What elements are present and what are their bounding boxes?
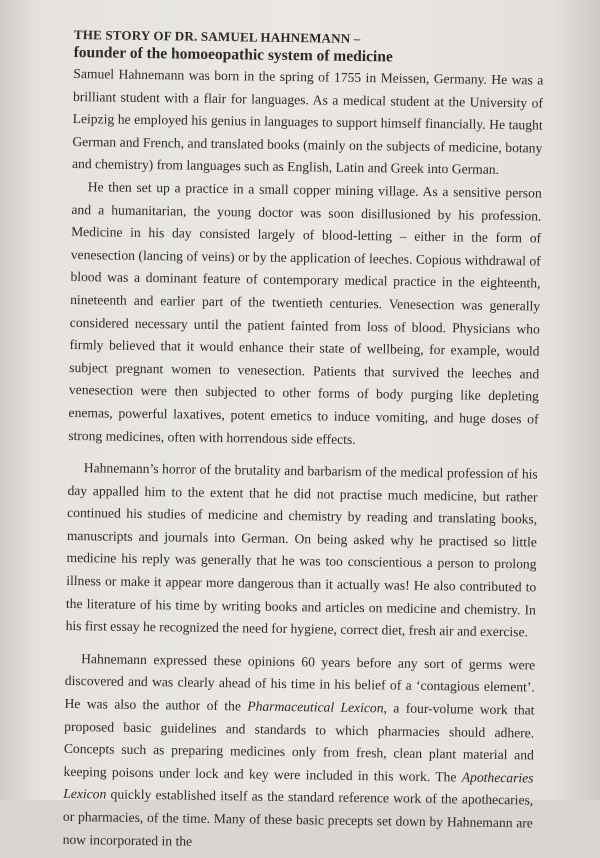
paragraph-2: He then set up a practice in a small copper mining village. As a sensitive person and a humanitarian, the young doctor was soon disillusioned by his profession. Medicine in his day consisted largely of blood-letting – either in the form of venesection (lancing of veins) or by the application of leeches. Copious withdrawal of blood was a dominant feature of contemporary medical practice in the eighteenth, nineteenth and earlier part of the twentieth centuries. Venesection was generally considered necessary until the patient fainted from loss of blood. Physicians who firmly believed that it would enhance their state of wellbeing, for example, would subject pregnant women to venesection. Patients that survived the leeches and venesection were then subjected to other forms of body purging like depleting enemas, powerful laxatives, potent emetics to induce vomiting, and huge doses of strong medicines, often with horrendous side effects. [68, 179, 542, 447]
paragraph-3: Hahnemann’s horror of the brutality and barbarism of the medical profession of his day appalled him to the extent that he did not practise much medicine, but rather continued his studies of medicine and chemistry by reading and translating books, manuscripts and journals into German. On being asked why he practised so little medicine his reply was generally that he was too conscientious a person to prolong illness or make it appear more dangerous than it actually was! He also contributed to the literature of his time by writing books and articles on medicine and chemistry. In his first essay he recognized the need for hygiene, correct diet, fresh air and exercise. [65, 460, 538, 640]
pharmaceutical-lexicon-title: Pharmaceutical Lexicon [247, 698, 384, 716]
paragraph-4-part-1: Hahnemann expressed these opinions 60 years before any sort of germs were discovered and was clearly ahead of his time in his belief of a ‘contagious element’. He was also the author of the [64, 651, 536, 714]
article-subtitle: founder of the homoeopathic system of medicine [73, 43, 393, 66]
paragraph-4-part-3: quickly established itself as the standard reference work of the apothecaries, or pharmacies, of the time. Many of these basic precepts set down by Hahnemann are now incorporated in the [62, 786, 534, 849]
paragraph-1: Samuel Hahnemann was born in the spring of 1755 in Meissen, Germany. He was a brilliant student with a flair for languages. As a medical student at the University of Leipzig he employed his genius in languages to support himself financially. He taught German and French, and translated books (mainly on the subjects of medicine, botany and chemistry) from languages such as English, Latin and Greek into German. [71, 65, 544, 178]
article-title: THE STORY OF DR. SAMUEL HAHNEMANN – [73, 26, 361, 47]
apothecaries-lexicon-title: Apothecaries Lexicon [63, 769, 534, 802]
book-page [62, 26, 544, 849]
paragraph-4-part-2: , a four-volume work that proposed basic guidelines and standards to which pharmacies should adhere. Concepts such as preparing medicines only from fresh, clean plant material and keeping poisons under lock and key were included in this work. The [63, 700, 535, 785]
paragraph-4 [62, 648, 535, 858]
